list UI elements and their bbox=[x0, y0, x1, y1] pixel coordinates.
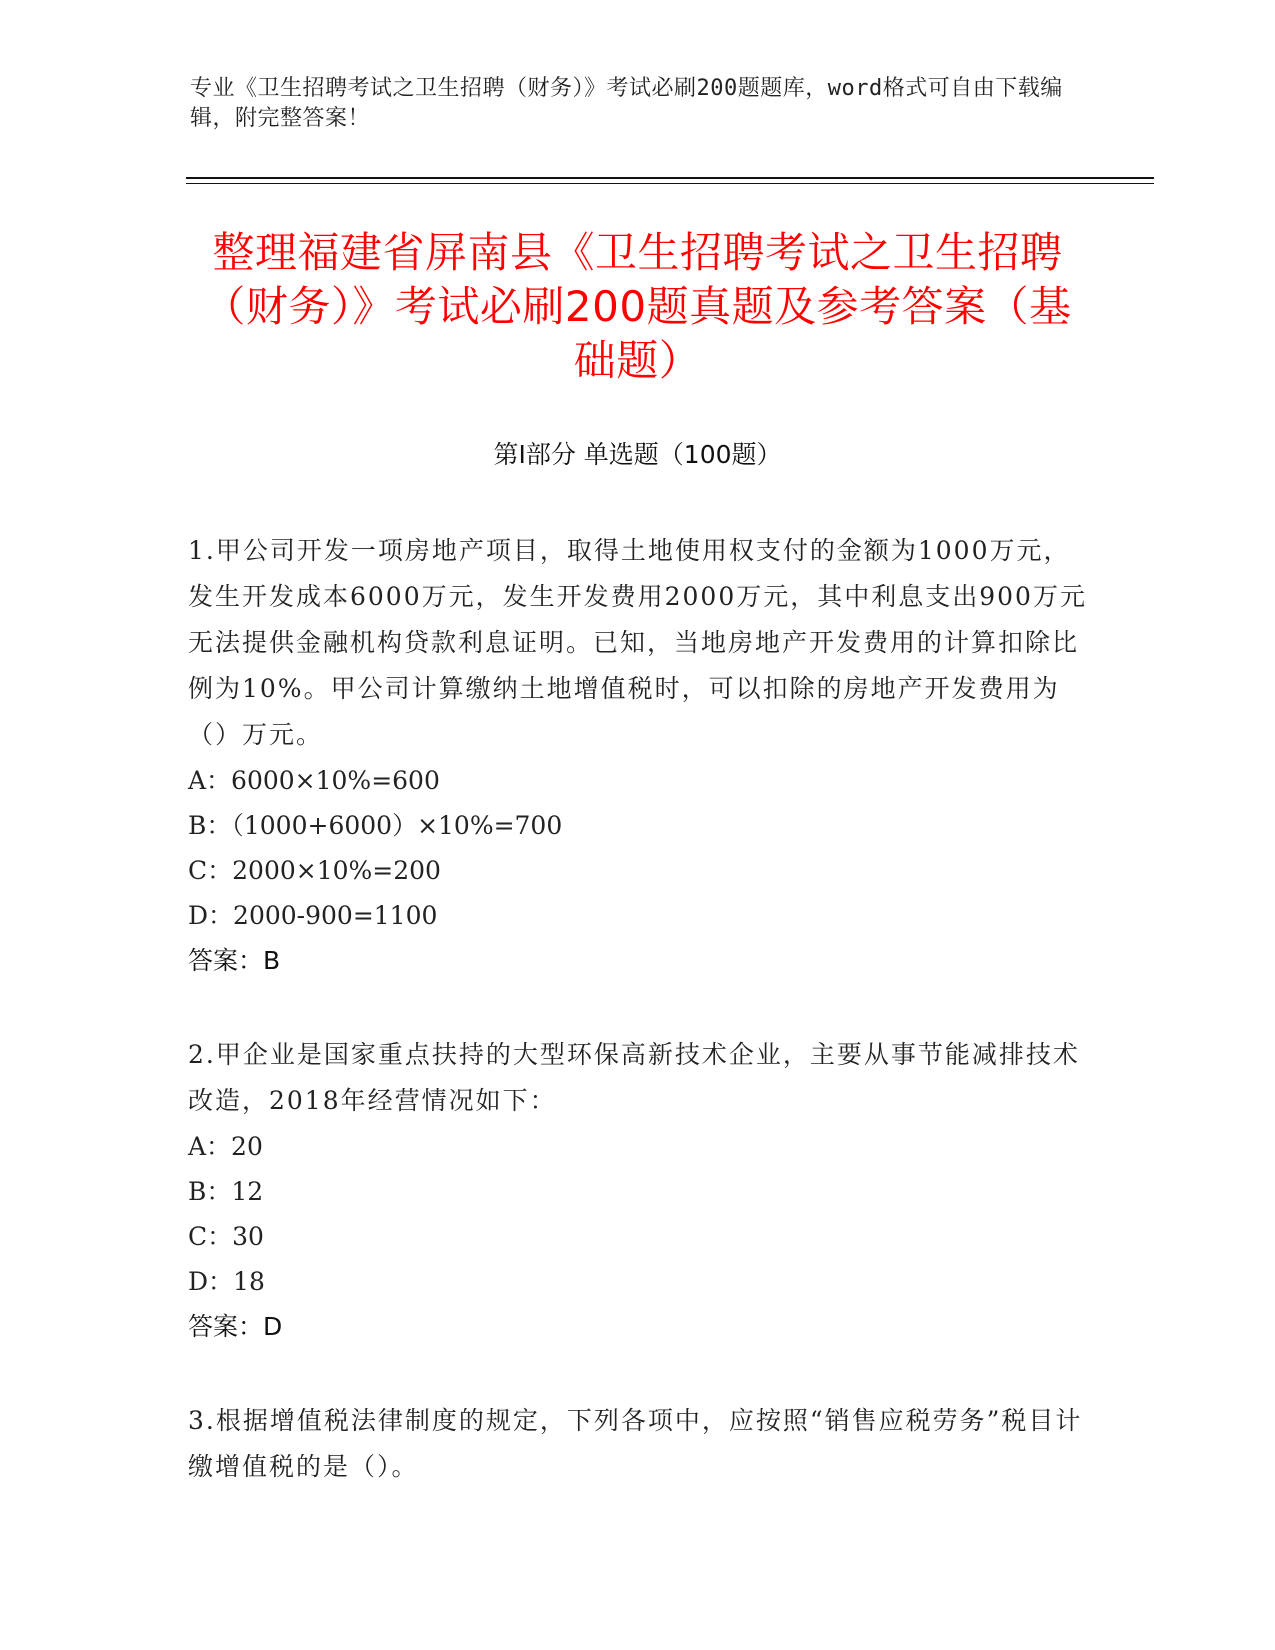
option-b: B：12 bbox=[188, 1177, 264, 1206]
header-note: 专业《卫生招聘考试之卫生招聘（财务）》考试必刷200题题库，word格式可自由下载编辑，附完整答案！ bbox=[190, 76, 1063, 131]
header-divider-thin bbox=[186, 183, 1154, 184]
section-heading: 第Ⅰ部分 单选题（100题） bbox=[493, 440, 782, 469]
option-d: D：18 bbox=[188, 1267, 265, 1296]
question-text: 1.甲公司开发一项房地产项目，取得土地使用权支付的金额为1000万元，发生开发成本6000万元，发生开发费用2000万元，其中利息支出900万元无法提供金融机构贷款利息证明。已知，当地房地产开发费用的计算扣除比例为10%。甲公司计算缴纳土地增值税时，可以扣除的房地产开发费用为（）万元。 bbox=[188, 536, 1087, 749]
question-3 bbox=[188, 1398, 1088, 1490]
option-c: C：30 bbox=[188, 1222, 264, 1251]
option-a: A：20 bbox=[188, 1132, 263, 1161]
question-text: 3.根据增值税法律制度的规定，下列各项中，应按照“销售应税劳务”税目计缴增值税的是（）。 bbox=[188, 1406, 1083, 1481]
option-a: A：6000×10%=600 bbox=[188, 766, 440, 795]
question-1 bbox=[188, 528, 1088, 984]
answer: 答案：B bbox=[188, 946, 281, 975]
answer: 答案：D bbox=[188, 1312, 283, 1341]
option-b: B：（1000+6000）×10%=700 bbox=[188, 811, 563, 840]
option-d: D：2000-900=1100 bbox=[188, 901, 438, 930]
question-text: 2.甲企业是国家重点扶持的大型环保高新技术企业，主要从事节能减排技术改造，2018年经营情况如下： bbox=[188, 1040, 1080, 1115]
question-list bbox=[188, 528, 1088, 1538]
header-divider-thick bbox=[186, 177, 1154, 179]
option-c: C：2000×10%=200 bbox=[188, 856, 441, 885]
document-title: 整理福建省屏南县《卫生招聘考试之卫生招聘（财务）》考试必刷200题真题及参考答案（基础题） bbox=[203, 228, 1072, 385]
question-2 bbox=[188, 1032, 1088, 1350]
